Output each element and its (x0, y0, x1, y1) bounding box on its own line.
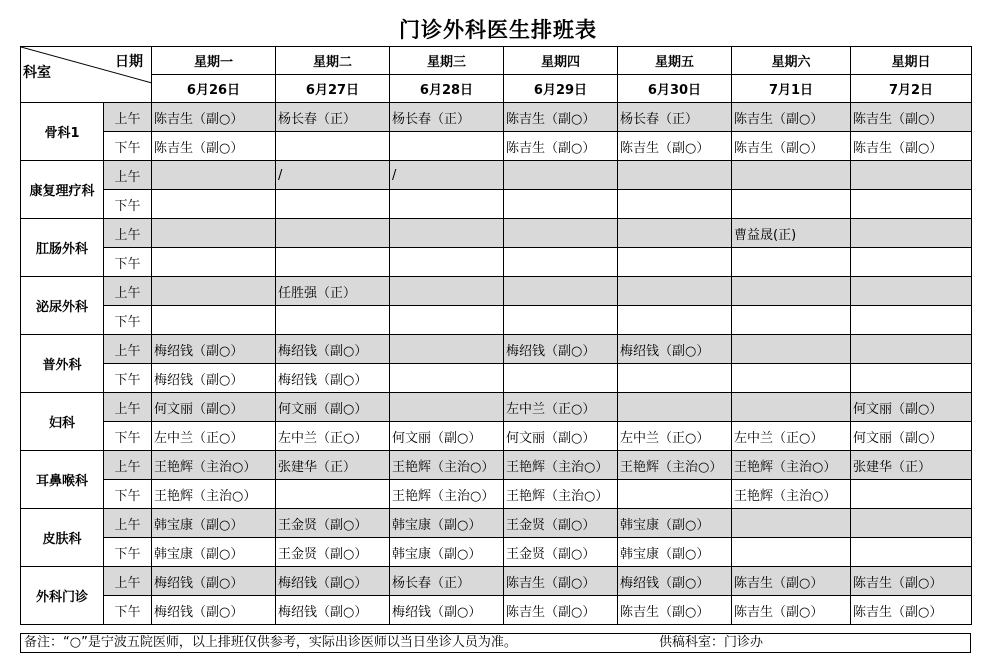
doctor-entry: 何文丽（副○） (278, 401, 368, 417)
doctor-entry: 王金贤（副○） (506, 517, 596, 533)
schedule-row-am (21, 567, 972, 596)
schedule-row-am (21, 335, 972, 364)
schedule-cell (390, 422, 504, 451)
doctor-entry: 陈吉生（副○） (506, 575, 596, 591)
schedule-cell (618, 190, 732, 219)
schedule-cell (732, 219, 851, 248)
doctor-entry: 王艳辉（主治○） (620, 459, 723, 475)
schedule-cell (732, 306, 851, 335)
day-header: 星期二 (276, 47, 390, 75)
schedule-cell (618, 219, 732, 248)
schedule-cell (390, 567, 504, 596)
doctor-entry: 何文丽（副○） (853, 401, 943, 417)
schedule-cell (732, 161, 851, 190)
department-name: 康复理疗科 (21, 161, 104, 219)
schedule-cell (276, 422, 390, 451)
schedule-row-pm (21, 422, 972, 451)
schedule-cell (390, 480, 504, 509)
doctor-entry: 陈吉生（副○） (734, 111, 824, 127)
schedule-row-am (21, 509, 972, 538)
schedule-cell (390, 306, 504, 335)
department-name: 外科门诊 (21, 567, 104, 625)
doctor-entry: 陈吉生（副○） (506, 140, 596, 156)
schedule-cell (851, 161, 972, 190)
schedule-row-pm (21, 538, 972, 567)
schedule-cell (732, 422, 851, 451)
period-label: 下午 (104, 480, 152, 509)
schedule-row-pm (21, 480, 972, 509)
doctor-entry: 左中兰（正○） (620, 430, 710, 446)
doctor-entry: 王艳辉（主治○） (154, 488, 257, 504)
doctor-entry: 杨长春（正） (278, 111, 357, 127)
doctor-entry: 何文丽（副○） (154, 401, 244, 417)
schedule-cell (618, 538, 732, 567)
schedule-cell (152, 393, 276, 422)
schedule-cell (390, 132, 504, 161)
schedule-cell (152, 277, 276, 306)
department-name: 普外科 (21, 335, 104, 393)
schedule-cell (732, 596, 851, 625)
schedule-cell (504, 480, 618, 509)
schedule-cell (276, 306, 390, 335)
schedule-cell (152, 306, 276, 335)
period-label: 下午 (104, 248, 152, 277)
schedule-row-pm (21, 132, 972, 161)
schedule-cell (276, 596, 390, 625)
date-header: 6月28日 (390, 75, 504, 103)
schedule-cell (504, 190, 618, 219)
schedule-cell (732, 509, 851, 538)
schedule-cell (276, 335, 390, 364)
schedule-cell (618, 480, 732, 509)
schedule-cell (618, 422, 732, 451)
schedule-row-am (21, 393, 972, 422)
date-header: 7月2日 (851, 75, 972, 103)
schedule-cell (276, 393, 390, 422)
schedule-cell (851, 596, 972, 625)
schedule-row-am (21, 451, 972, 480)
schedule-cell (851, 190, 972, 219)
schedule-cell (152, 538, 276, 567)
schedule-cell (504, 364, 618, 393)
schedule-cell (851, 451, 972, 480)
department-name: 骨科1 (21, 103, 104, 161)
schedule-cell (618, 103, 732, 132)
schedule-cell (152, 219, 276, 248)
schedule-cell (851, 306, 972, 335)
schedule-cell (504, 132, 618, 161)
period-label: 上午 (104, 103, 152, 132)
schedule-cell (732, 567, 851, 596)
schedule-cell (390, 451, 504, 480)
period-label: 上午 (104, 393, 152, 422)
doctor-entry: 陈吉生（副○） (506, 111, 596, 127)
doctor-entry: / (278, 167, 283, 183)
schedule-cell (152, 567, 276, 596)
schedule-cell (504, 248, 618, 277)
schedule-cell (152, 335, 276, 364)
schedule-cell (732, 103, 851, 132)
schedule-cell (851, 132, 972, 161)
schedule-cell (390, 393, 504, 422)
doctor-entry: 梅绍钱（副○） (278, 575, 368, 591)
doctor-entry: 左中兰（正○） (154, 430, 244, 446)
schedule-cell (732, 132, 851, 161)
schedule-cell (390, 248, 504, 277)
doctor-entry: 王金贤（副○） (278, 546, 368, 562)
doctor-entry: 梅绍钱（副○） (154, 604, 244, 620)
schedule-cell (152, 422, 276, 451)
doctor-entry: 王艳辉（主治○） (392, 488, 495, 504)
schedule-cell (504, 161, 618, 190)
schedule-cell (504, 335, 618, 364)
schedule-cell (152, 248, 276, 277)
doctor-entry: 陈吉生（副○） (620, 604, 710, 620)
doctor-entry: 王艳辉（主治○） (734, 459, 837, 475)
doctor-entry: 杨长春（正） (392, 111, 471, 127)
schedule-cell (390, 538, 504, 567)
schedule-cell (732, 393, 851, 422)
schedule-cell (851, 248, 972, 277)
footer-remark: 备注：“○”是宁波五院医师，以上排班仅供参考，实际出诊医师以当日坐诊人员为准。 (24, 635, 517, 650)
schedule-cell (618, 277, 732, 306)
schedule-cell (276, 132, 390, 161)
schedule-cell (851, 219, 972, 248)
schedule-cell (276, 538, 390, 567)
doctor-entry: 梅绍钱（副○） (506, 343, 596, 359)
doctor-entry: 陈吉生（副○） (506, 604, 596, 620)
day-header: 星期三 (390, 47, 504, 75)
schedule-cell (732, 190, 851, 219)
doctor-entry: 杨长春（正） (620, 111, 699, 127)
doctor-entry: 梅绍钱（副○） (154, 575, 244, 591)
doctor-entry: 王艳辉（主治○） (506, 459, 609, 475)
schedule-cell (732, 335, 851, 364)
doctor-entry: 左中兰（正○） (734, 430, 824, 446)
schedule-cell (732, 480, 851, 509)
doctor-entry: 何文丽（副○） (392, 430, 482, 446)
period-label: 上午 (104, 451, 152, 480)
schedule-cell (390, 190, 504, 219)
schedule-cell (276, 451, 390, 480)
doctor-entry: 任胜强（正） (278, 285, 357, 301)
doctor-entry: 左中兰（正○） (506, 401, 596, 417)
day-header: 星期五 (618, 47, 732, 75)
schedule-cell (851, 277, 972, 306)
page-title: 门诊外科医生排班表 (399, 18, 597, 42)
schedule-row-am (21, 277, 972, 306)
schedule-cell (851, 538, 972, 567)
footer-note (20, 633, 971, 653)
schedule-cell (276, 161, 390, 190)
schedule-cell (504, 306, 618, 335)
doctor-entry: 梅绍钱（副○） (620, 343, 710, 359)
schedule-cell (152, 509, 276, 538)
day-header: 星期四 (504, 47, 618, 75)
schedule-cell (851, 335, 972, 364)
schedule-cell (504, 451, 618, 480)
department-name: 泌尿外科 (21, 277, 104, 335)
schedule-cell (851, 509, 972, 538)
schedule-cell (504, 596, 618, 625)
schedule-cell (618, 161, 732, 190)
doctor-entry: 梅绍钱（副○） (278, 372, 368, 388)
doctor-entry: 梅绍钱（副○） (278, 604, 368, 620)
doctor-entry: 杨长春（正） (392, 575, 471, 591)
schedule-row-pm (21, 248, 972, 277)
schedule-row-am (21, 161, 972, 190)
period-label: 上午 (104, 509, 152, 538)
schedule-row-pm (21, 306, 972, 335)
schedule-cell (504, 509, 618, 538)
schedule-cell (851, 422, 972, 451)
schedule-cell (851, 103, 972, 132)
doctor-entry: 王艳辉（主治○） (506, 488, 609, 504)
period-label: 下午 (104, 190, 152, 219)
doctor-entry: 何文丽（副○） (853, 430, 943, 446)
doctor-entry: 陈吉生（副○） (734, 575, 824, 591)
schedule-cell (152, 103, 276, 132)
department-name: 皮肤科 (21, 509, 104, 567)
department-name: 肛肠外科 (21, 219, 104, 277)
schedule-cell (276, 277, 390, 306)
schedule-cell (152, 132, 276, 161)
schedule-cell (276, 219, 390, 248)
corner-dept-label: 科室 (23, 65, 51, 81)
doctor-entry: 陈吉生（副○） (734, 604, 824, 620)
schedule-cell (276, 103, 390, 132)
doctor-entry: 梅绍钱（副○） (620, 575, 710, 591)
period-label: 下午 (104, 596, 152, 625)
schedule-cell (504, 393, 618, 422)
period-label: 上午 (104, 219, 152, 248)
schedule-cell (732, 277, 851, 306)
doctor-entry: 陈吉生（副○） (734, 140, 824, 156)
department-name: 妇科 (21, 393, 104, 451)
schedule-cell (390, 103, 504, 132)
date-header: 6月29日 (504, 75, 618, 103)
date-header: 6月27日 (276, 75, 390, 103)
period-label: 上午 (104, 277, 152, 306)
schedule-cell (618, 248, 732, 277)
doctor-entry: 曹益晟(正) (734, 227, 797, 243)
date-header: 6月26日 (152, 75, 276, 103)
schedule-cell (504, 277, 618, 306)
doctor-entry: 韩宝康（副○） (154, 546, 244, 562)
schedule-row-pm (21, 190, 972, 219)
schedule-cell (732, 451, 851, 480)
day-header: 星期一 (152, 47, 276, 75)
period-label: 上午 (104, 161, 152, 190)
period-label: 下午 (104, 132, 152, 161)
schedule-row-pm (21, 364, 972, 393)
schedule-cell (504, 219, 618, 248)
doctor-entry: 陈吉生（副○） (853, 111, 943, 127)
schedule-cell (152, 364, 276, 393)
doctor-entry: 张建华（正） (278, 459, 357, 475)
schedule-cell (152, 596, 276, 625)
doctor-entry: 韩宝康（副○） (392, 517, 482, 533)
schedule-cell (390, 335, 504, 364)
doctor-entry: 陈吉生（副○） (620, 140, 710, 156)
header-corner (21, 47, 152, 103)
schedule-cell (618, 596, 732, 625)
period-label: 下午 (104, 422, 152, 451)
schedule-row-pm (21, 596, 972, 625)
doctor-entry: 梅绍钱（副○） (392, 604, 482, 620)
schedule-cell (390, 277, 504, 306)
date-header: 7月1日 (732, 75, 851, 103)
doctor-entry: 梅绍钱（副○） (154, 343, 244, 359)
footer-source: 供稿科室：门诊办 (659, 635, 764, 650)
day-header: 星期六 (732, 47, 851, 75)
day-header: 星期日 (851, 47, 972, 75)
doctor-entry: 王艳辉（主治○） (392, 459, 495, 475)
doctor-entry: 张建华（正） (853, 459, 932, 475)
schedule-cell (732, 364, 851, 393)
schedule-cell (618, 364, 732, 393)
schedule-cell (276, 364, 390, 393)
doctor-entry: 左中兰（正○） (278, 430, 368, 446)
period-label: 下午 (104, 306, 152, 335)
schedule-cell (390, 509, 504, 538)
period-label: 下午 (104, 364, 152, 393)
doctor-entry: 王艳辉（主治○） (734, 488, 837, 504)
doctor-entry: 王艳辉（主治○） (154, 459, 257, 475)
schedule-cell (276, 567, 390, 596)
period-label: 上午 (104, 567, 152, 596)
schedule-cell (152, 480, 276, 509)
date-header: 6月30日 (618, 75, 732, 103)
doctor-entry: 韩宝康（副○） (392, 546, 482, 562)
doctor-entry: 陈吉生（副○） (853, 604, 943, 620)
schedule-cell (504, 422, 618, 451)
schedule-cell (276, 190, 390, 219)
schedule-table (20, 46, 972, 625)
doctor-entry: 韩宝康（副○） (620, 546, 710, 562)
doctor-entry: 王金贤（副○） (506, 546, 596, 562)
schedule-cell (504, 567, 618, 596)
period-label: 下午 (104, 538, 152, 567)
doctor-entry: 王金贤（副○） (278, 517, 368, 533)
schedule-cell (390, 219, 504, 248)
schedule-cell (276, 248, 390, 277)
doctor-entry: 梅绍钱（副○） (154, 372, 244, 388)
schedule-cell (152, 451, 276, 480)
schedule-cell (851, 364, 972, 393)
doctor-entry: 何文丽（副○） (506, 430, 596, 446)
schedule-cell (390, 161, 504, 190)
doctor-entry: 陈吉生（副○） (853, 140, 943, 156)
corner-date-label: 日期 (115, 54, 143, 70)
schedule-cell (618, 335, 732, 364)
doctor-entry: 韩宝康（副○） (154, 517, 244, 533)
schedule-cell (152, 190, 276, 219)
schedule-cell (390, 596, 504, 625)
schedule-cell (732, 248, 851, 277)
schedule-cell (618, 132, 732, 161)
doctor-entry: 梅绍钱（副○） (278, 343, 368, 359)
schedule-row-am (21, 103, 972, 132)
schedule-cell (504, 103, 618, 132)
schedule-cell (618, 509, 732, 538)
schedule-cell (851, 567, 972, 596)
schedule-cell (732, 538, 851, 567)
schedule-cell (618, 306, 732, 335)
doctor-entry: 陈吉生（副○） (154, 111, 244, 127)
schedule-cell (851, 480, 972, 509)
doctor-entry: 陈吉生（副○） (154, 140, 244, 156)
schedule-cell (276, 480, 390, 509)
schedule-cell (276, 509, 390, 538)
schedule-cell (618, 451, 732, 480)
schedule-row-am (21, 219, 972, 248)
schedule-cell (152, 161, 276, 190)
doctor-entry: / (392, 167, 397, 183)
schedule-cell (390, 364, 504, 393)
doctor-entry: 陈吉生（副○） (853, 575, 943, 591)
department-name: 耳鼻喉科 (21, 451, 104, 509)
schedule-cell (504, 538, 618, 567)
schedule-cell (618, 567, 732, 596)
doctor-entry: 韩宝康（副○） (620, 517, 710, 533)
period-label: 上午 (104, 335, 152, 364)
schedule-cell (618, 393, 732, 422)
schedule-cell (851, 393, 972, 422)
